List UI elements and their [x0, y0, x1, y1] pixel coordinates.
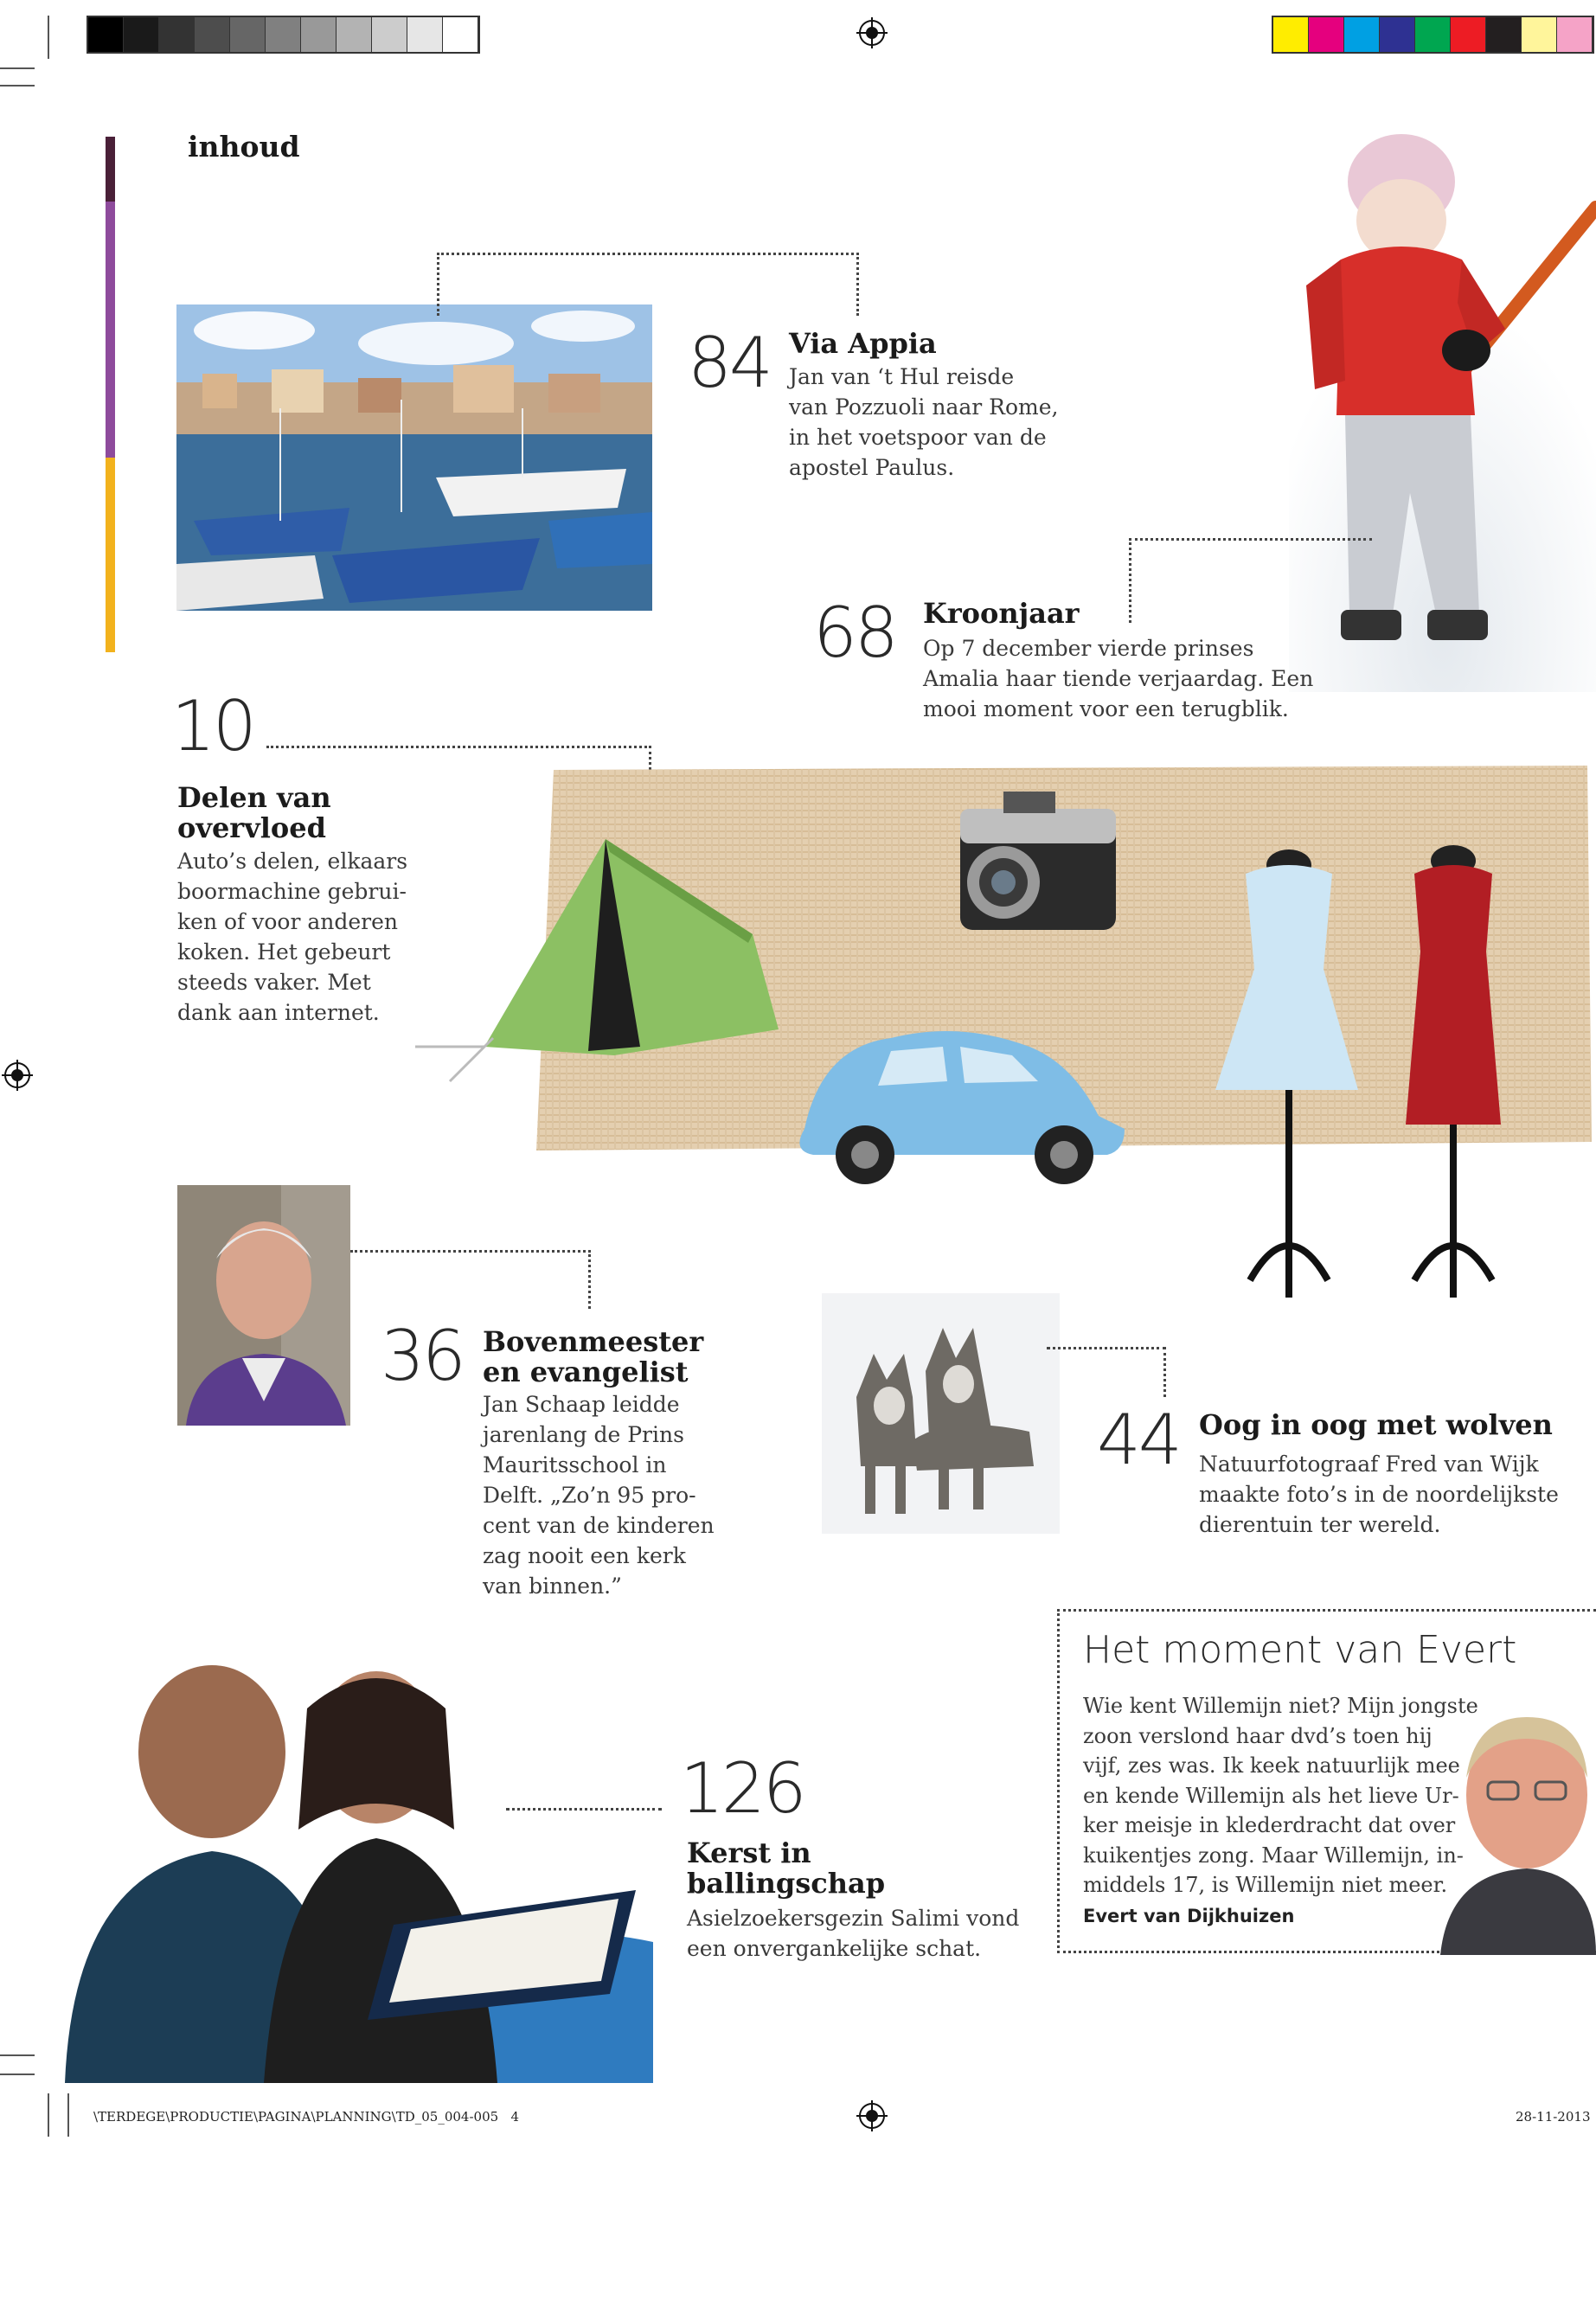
connector-via-appia: [437, 253, 859, 316]
body-kroonjaar: Op 7 december vierde prinses Amalia haar tiende verjaardag. Een mooi moment voor een terugblik.: [923, 636, 1314, 721]
page-number-wolven: 44: [1097, 1400, 1180, 1480]
column-body: Wie kent Willemijn niet? Mijn jongste zoon verslond haar dvd’s toen hij vijf, zes was. Ik keek natuurlijk mee en kende Willemijn als het lieve Ur- ker meisje in klederdracht dat over kuikentjes zong. Maar Willemijn, in- middels 17, is Willemijn niet meer.: [1083, 1694, 1478, 1897]
red-dress-icon: [1406, 845, 1501, 1298]
registration-mark-top: [856, 17, 888, 48]
footer-date: 28-11-2013: [1516, 2109, 1591, 2125]
gray-swatch-5: [266, 17, 301, 52]
gray-swatch-0: [88, 17, 124, 52]
body-bovenmeester: Jan Schaap leidde jarenlang de Prins Mauritsschool in Delft. „Zo’n 95 pro- cent van de kinderen zag nooit een kerk van binnen.”: [483, 1392, 715, 1599]
color-swatch-1: [1309, 17, 1344, 52]
sharing-illustration: [407, 761, 1596, 1315]
section-label: inhoud: [188, 130, 300, 163]
title-kerst: Kerst in ballingschap: [687, 1836, 886, 1900]
color-swatch-4: [1415, 17, 1451, 52]
registration-mark-left: [2, 1060, 33, 1091]
title-delen: Delen van overvloed: [177, 781, 331, 845]
title-kroonjaar: Kroonjaar: [923, 597, 1080, 630]
page-number-kroonjaar: 68: [813, 593, 896, 673]
connector-bovenmeester: [350, 1250, 591, 1309]
section-color-segment-0: [106, 137, 115, 202]
couple-reading-photo: [48, 1631, 653, 2083]
wolves-photo: [822, 1293, 1060, 1534]
body-delen: Auto’s delen, elkaars boormachine gebrui- ken of voor anderen koken. Het gebeurt steeds vaker. Met dank aan internet.: [177, 849, 408, 1025]
section-color-segment-2: [106, 458, 115, 652]
camera-icon: [960, 792, 1116, 930]
section-color-segment-1: [106, 202, 115, 458]
color-swatch-2: [1344, 17, 1380, 52]
column-author: Evert van Dijkhuizen: [1083, 1906, 1295, 1926]
color-swatch-3: [1380, 17, 1415, 52]
page-number-kerst: 126: [680, 1748, 804, 1829]
gray-swatch-1: [124, 17, 159, 52]
gray-swatch-10: [443, 17, 478, 52]
section-color-bar: [106, 137, 115, 652]
gray-swatch-8: [372, 17, 407, 52]
title-bovenmeester: Bovenmeester en evangelist: [483, 1325, 704, 1389]
crop-mark-top-left: [0, 0, 52, 87]
column-heading: Het moment van Evert: [1083, 1628, 1517, 1672]
gray-swatch-7: [337, 17, 372, 52]
color-scale-bar: [1272, 16, 1594, 54]
columnist-portrait: [1440, 1691, 1596, 1955]
registration-mark-bottom: [856, 2100, 888, 2131]
gray-swatch-9: [407, 17, 443, 52]
body-wolven: Natuurfotograaf Fred van Wijk maakte foto’s in de noordelijkste dierentuin ter wereld.: [1199, 1452, 1559, 1537]
page-number-bovenmeester: 36: [381, 1316, 464, 1396]
gray-scale-bar: [87, 16, 480, 54]
connector-kerst: [506, 1808, 662, 1811]
schoolmaster-portrait: [177, 1185, 350, 1426]
color-swatch-6: [1486, 17, 1522, 52]
gray-swatch-2: [159, 17, 195, 52]
connector-wolven: [1047, 1347, 1166, 1397]
color-swatch-5: [1451, 17, 1486, 52]
color-swatch-0: [1273, 17, 1309, 52]
harbor-photo: [176, 304, 652, 611]
page-number-delen: 10: [171, 686, 254, 766]
page-number-via-appia: 84: [688, 323, 771, 403]
gray-swatch-4: [230, 17, 266, 52]
color-swatch-7: [1522, 17, 1557, 52]
gray-swatch-3: [195, 17, 230, 52]
crop-mark-bottom-left: [0, 2054, 52, 2141]
body-via-appia: Jan van ‘t Hul reisde van Pozzuoli naar Rome, in het voetspoor van de apostel Paulus.: [789, 364, 1059, 480]
body-kerst: Asielzoekersgezin Salimi vond een onvergankelijke schat.: [687, 1906, 1020, 1961]
gray-swatch-6: [301, 17, 337, 52]
connector-kroonjaar: [1129, 538, 1372, 623]
title-wolven: Oog in oog met wolven: [1199, 1408, 1553, 1441]
footer-file-path: \TERDEGE\PRODUCTIE\PAGINA\PLANNING\TD_05_004-005 4: [93, 2109, 520, 2125]
color-swatch-8: [1557, 17, 1593, 52]
title-via-appia: Via Appia: [789, 327, 937, 360]
